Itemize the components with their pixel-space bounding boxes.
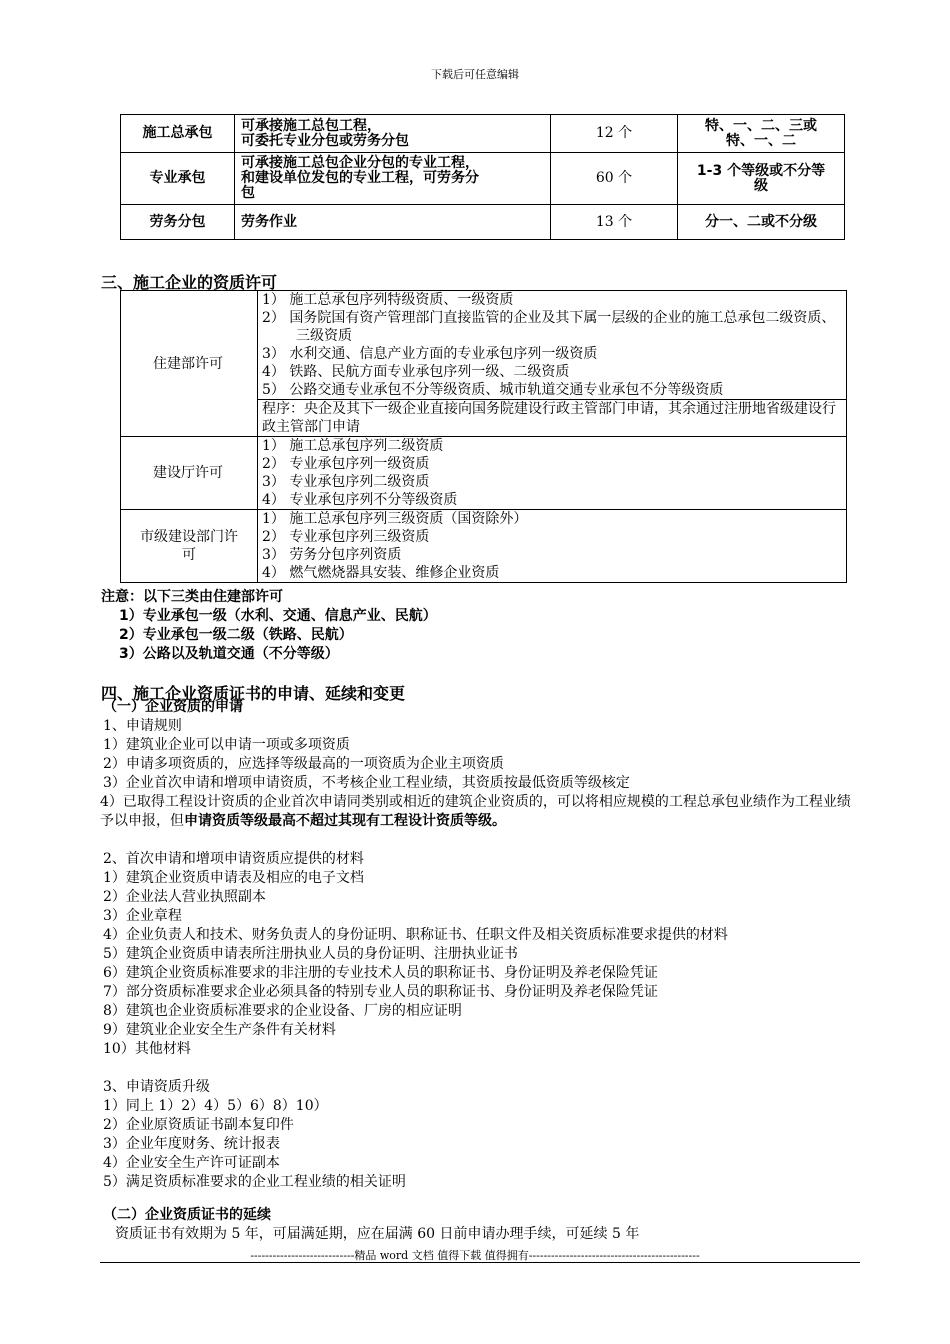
materials-title: 2、首次申请和增项申请资质应提供的材料 xyxy=(103,851,364,867)
cell-count: 12 个 xyxy=(551,115,678,153)
table-row xyxy=(121,437,847,510)
cell-scope: 可承接施工总包企业分包的专业工程， 和建设单位发包的专业工程，可劳务分 包 xyxy=(235,153,551,205)
list-item: 1）建筑企业资质申请表及相应的电子文档 xyxy=(103,870,364,886)
cell-type: 专业承包 xyxy=(121,153,235,205)
list-item: 3）企业首次申请和增项申请资质，不考核企业工程业绩，其资质按最低资质等级核定 xyxy=(103,775,630,791)
table-row xyxy=(121,291,847,400)
footer-rule xyxy=(100,1262,860,1263)
cell-scope: 可承接施工总包工程， 可委托专业分包或劳务分包 xyxy=(235,115,551,153)
table-row xyxy=(121,510,847,583)
permit-items: 1） 施工总承包序列特级资质、一级资质 2） 国务院国有资产管理部门直接监管的企业及其下属一层级的企业的施工总承包二级资质、三级资质 3） 水利交通、信息产业方面的专业承包序列一级资质 4） 铁路、民航方面专业承包序列一级、二级资质 5） 公路交通专业承包不分等级资质、城市轨道交通专业承包不分等级资质 xyxy=(258,291,847,400)
upgrade-title: 3、申请资质升级 xyxy=(103,1079,210,1095)
table-row xyxy=(121,205,845,240)
permit-label: 市级建设部门许可 xyxy=(121,510,258,583)
table-row xyxy=(121,153,845,205)
subsection-title: （一）企业资质的申请 xyxy=(103,699,243,715)
list-item: 2）申请多项资质的，应选择等级最高的一项资质为企业主项资质 xyxy=(103,756,504,772)
list-item: 1）建筑业企业可以申请一项或多项资质 xyxy=(103,737,350,753)
qualification-permit-table xyxy=(120,290,847,583)
cell-type: 劳务分包 xyxy=(121,205,235,240)
contract-type-table xyxy=(120,114,845,240)
list-item: 4）已取得工程设计资质的企业首次申请同类别或相近的建筑企业资质的，可以将相应规模的工程总承包业绩作为工程业绩予以申报，但申请资质等级最高不超过其现有工程设计资质等级。 xyxy=(100,794,851,829)
list-item: 2）企业法人营业执照副本 xyxy=(103,889,266,905)
list-item: 2）企业原资质证书副本复印件 xyxy=(103,1117,294,1133)
permit-label: 住建部许可 xyxy=(121,291,258,437)
cell-grade: 1-3 个等级或不分等 级 xyxy=(678,153,845,205)
cell-grade: 分一、二或不分级 xyxy=(678,205,845,240)
list-item: 10）其他材料 xyxy=(103,1041,191,1057)
permit-items: 1） 施工总承包序列二级资质 2） 专业承包序列一级资质 3） 专业承包序列二级资质 4） 专业承包序列不分等级资质 xyxy=(258,437,847,510)
rules-title: 1、申请规则 xyxy=(103,718,182,734)
note-block: 注意：以下三类由住建部许可 1）专业承包一级（水利、交通、信息产业、民航） 2）专业承包一级二级（铁路、民航） 3）公路以及轨道交通（不分等级） xyxy=(101,589,437,662)
permit-label: 建设厅许可 xyxy=(121,437,258,510)
list-item: 5）满足资质标准要求的企业工程业绩的相关证明 xyxy=(103,1174,406,1190)
list-item: 9）建筑业企业安全生产条件有关材料 xyxy=(103,1022,336,1038)
list-item: 1）同上 1）2）4）5）6）8）10） xyxy=(103,1098,328,1114)
list-item: 3）企业章程 xyxy=(103,908,182,924)
section-3-title: 三、施工企业的资质许可 xyxy=(101,273,278,292)
section-4-title: 四、施工企业资质证书的申请、延续和变更 xyxy=(101,684,406,703)
list-item: 8）建筑也企业资质标准要求的企业设备、厂房的相应证明 xyxy=(103,1003,462,1019)
cell-type: 施工总承包 xyxy=(121,115,235,153)
list-item: 5）建筑企业资质申请表所注册执业人员的身份证明、注册执业证书 xyxy=(103,946,518,962)
cell-count: 13 个 xyxy=(551,205,678,240)
cell-scope: 劳务作业 xyxy=(235,205,551,240)
subsection-title: （二）企业资质证书的延续 xyxy=(103,1207,271,1223)
list-item: 7）部分资质标准要求企业必须具备的特别专业人员的职称证书、身份证明及养老保险凭证 xyxy=(103,984,658,1000)
list-item: 4）企业安全生产许可证副本 xyxy=(103,1155,280,1171)
permit-items: 1） 施工总承包序列三级资质（国资除外） 2） 专业承包序列三级资质 3） 劳务分包序列资质 4） 燃气燃烧器具安装、维修企业资质 xyxy=(258,510,847,583)
cell-grade: 特、一、二、三或 特、一、二 xyxy=(678,115,845,153)
table-row xyxy=(121,115,845,153)
cell-count: 60 个 xyxy=(551,153,678,205)
page-header: 下载后可任意编辑 xyxy=(431,68,519,81)
section-4-body xyxy=(100,698,863,1244)
list-item: 3）企业年度财务、统计报表 xyxy=(103,1136,280,1152)
list-item: 4）企业负责人和技术、财务负责人的身份证明、职称证书、任职文件及相关资质标准要求提供的材料 xyxy=(103,927,728,943)
page-footer: ----------------------------精品 word 文档 值得下载 值得拥有---------------------------------------------- xyxy=(250,1249,700,1262)
renewal-text: 资质证书有效期为 5 年，可届满延期，应在届满 60 日前申请办理手续，可延续 5 年 xyxy=(115,1226,640,1242)
list-item: 6）建筑企业资质标准要求的非注册的专业技术人员的职称证书、身份证明及养老保险凭证 xyxy=(103,965,658,981)
permit-procedure: 程序：央企及其下一级企业直接向国务院建设行政主管部门申请，其余通过注册地省级建设行政主管部门申请 xyxy=(258,400,847,437)
